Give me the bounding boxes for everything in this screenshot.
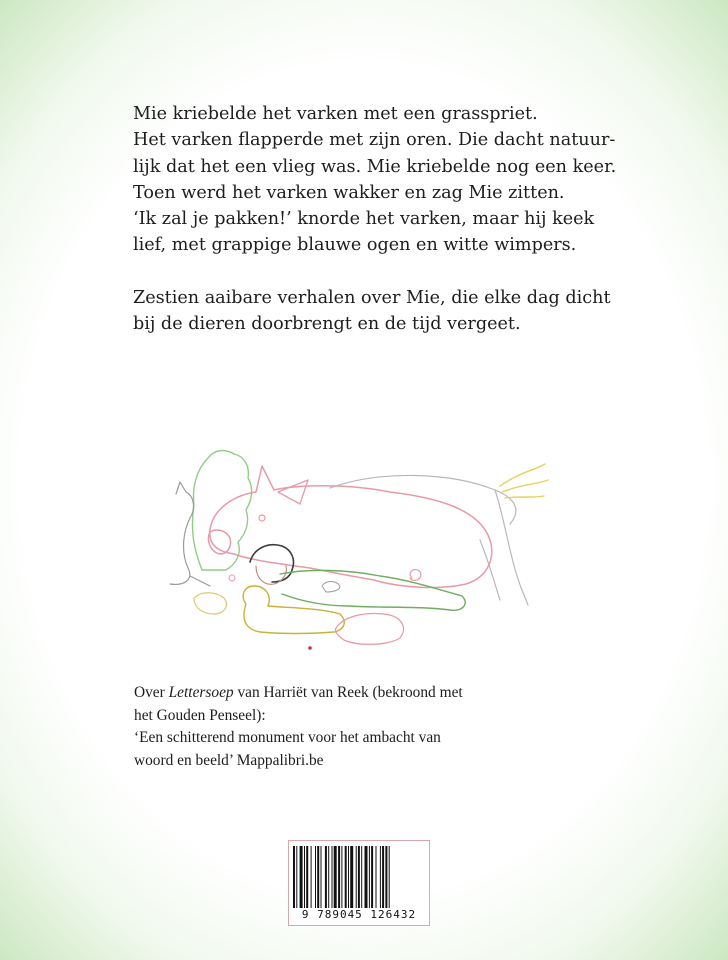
book-title-lettersoep: Lettersoep	[168, 684, 234, 701]
piglet-drawing	[335, 614, 403, 645]
review-prefix: Over	[134, 684, 169, 701]
barcode-bar	[380, 846, 381, 908]
barcode-bar	[315, 846, 316, 908]
review-suffix: van Harriët van Reek (bekroond met	[233, 684, 463, 701]
barcode-bar	[325, 846, 327, 908]
barcode-bar	[300, 846, 303, 908]
barcode-bar	[341, 846, 342, 908]
lamb-drawing	[194, 593, 226, 614]
blurb-line: Mie kriebelde het varken met een grasspriet.	[133, 104, 538, 124]
girl-face-drawing	[256, 566, 286, 584]
barcode-bar	[376, 846, 377, 908]
barcode-bar	[348, 846, 349, 908]
dot-drawing	[308, 646, 312, 650]
girl-dress-drawing	[280, 570, 465, 610]
barcode-bar	[361, 846, 362, 908]
bush-drawing	[192, 451, 251, 570]
barcode-bar	[356, 846, 357, 908]
barcode-bar	[345, 846, 347, 908]
back-cover-blurb	[133, 101, 653, 337]
review-line-1	[134, 682, 604, 705]
blurb-paragraph-1	[133, 101, 653, 259]
horse-drawing	[330, 475, 528, 605]
pig-tail-drawing	[410, 570, 421, 581]
isbn-number: 9 789045 126432	[301, 908, 417, 921]
blurb-line: Toen werd het varken wakker en zag Mie zitten.	[133, 182, 565, 203]
barcode-bar	[311, 846, 312, 908]
barcode-bar	[334, 846, 337, 908]
barcode-bar	[365, 846, 368, 908]
barcode-bar	[328, 846, 329, 908]
horse-tail-drawing	[500, 464, 548, 498]
barcode-bar	[369, 846, 370, 908]
barcode-bar	[382, 846, 384, 908]
girl-hair-drawing	[250, 545, 294, 582]
barcode-bar	[371, 846, 373, 908]
barcode-bar	[296, 846, 297, 908]
barcode-bar	[317, 846, 319, 908]
barcode-bar	[304, 846, 305, 908]
barcode-bar	[389, 846, 390, 908]
barcode-bar	[358, 846, 360, 908]
review-line-2: het Gouden Penseel):	[134, 706, 266, 724]
flower-drawing	[229, 575, 235, 581]
mouse-drawing	[322, 582, 340, 593]
barcode-bar	[350, 846, 353, 908]
review-line-3: ‘Een schitterend monument voor het ambacht van	[134, 729, 441, 747]
review-quote	[134, 682, 604, 772]
blurb-line: ‘Ik zal je pakken!’ knorde het varken, maar hij keek	[133, 209, 595, 230]
barcode-bar	[338, 846, 340, 908]
barcode-bar	[385, 846, 387, 908]
review-line-4: woord en beeld’ Mappalibri.be	[134, 751, 324, 769]
blurb-line: bij de dieren doorbrengt en de tijd vergeet.	[133, 314, 521, 335]
pig-ear-drawing	[278, 480, 308, 504]
barcode-bar	[332, 846, 333, 908]
isbn-barcode	[288, 840, 430, 926]
pig-eye-drawing	[259, 515, 265, 521]
illustration-girl-with-animals	[150, 400, 590, 660]
blurb-line: lijk dat het een vlieg was. Mie kriebelde nog een keer.	[133, 156, 617, 177]
dog-drawing	[243, 586, 344, 634]
pig-drawing	[210, 466, 492, 587]
barcode-bar	[306, 846, 308, 908]
blurb-line: Zestien aaibare verhalen over Mie, die elke dag dicht	[133, 287, 611, 308]
blurb-paragraph-2	[133, 285, 653, 338]
barcode-bars	[293, 846, 425, 908]
barcode-bar	[293, 846, 295, 908]
barcode-bar	[321, 846, 322, 908]
blurb-line: Het varken flapperde met zijn oren. Die dacht natuur-	[133, 130, 616, 151]
blurb-line: lief, met grappige blauwe ogen en witte wimpers.	[133, 235, 577, 256]
